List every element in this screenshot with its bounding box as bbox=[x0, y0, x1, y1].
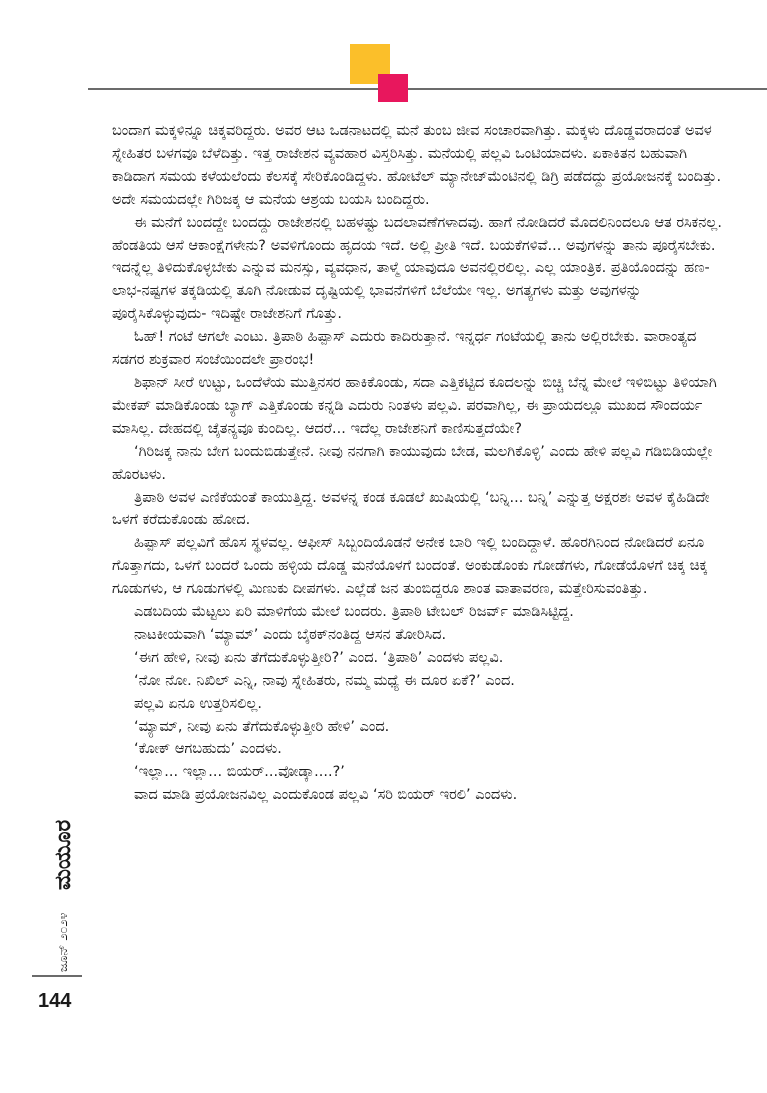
paragraph-10: ‘ಈಗ ಹೇಳಿ, ನೀವು ಏನು ತೆಗೆದುಕೊಳ್ಳುತ್ತೀರಿ?’ ಎಂದ. ‘ತ್ರಿಪಾಠಿ’ ಎಂದಳು ಪಲ್ಲವಿ. bbox=[134, 649, 504, 666]
paragraph-1: ಬಂದಾಗ ಮಕ್ಕಳಿನ್ನೂ ಚಿಕ್ಕವರಿದ್ದರು. ಅವರ ಆಟ ಒಡನಾಟದಲ್ಲಿ ಮನೆ ತುಂಬ ಜೀವ ಸಂಚಾರವಾಗಿತ್ತು. ಮಕ್ಕಳು ದೊಡ್ಡವರಾದಂತೆ ಅವಳ ಸ್ನೇಹಿತರ ಬಳಗವೂ ಬೆಳೆದಿತ್ತು. ಇತ್ತ ರಾಜೇಶನ ವ್ಯವಹಾರ ವಿಸ್ತರಿಸಿತ್ತು. ಮನೆಯಲ್ಲಿ ಪಲ್ಲವಿ ಒಂಟಿಯಾದಳು. ಏಕಾಕಿತನ ಬಹುವಾಗಿ ಕಾಡಿದಾಗ ಸಮಯ ಕಳೆಯಲೆಂದು ಕೆಲಸಕ್ಕೆ ಸೇರಿಕೊಂಡಿದ್ದಳು. ಹೋಟೆಲ್ ಮ್ಯಾನೇಜ್‌ಮೆಂಟಿನಲ್ಲಿ ಡಿಗ್ರಿ ಪಡೆದದ್ದು ಪ್ರಯೋಜನಕ್ಕೆ ಬಂದಿತ್ತು. ಅದೇ ಸಮಯದಲ್ಲೇ ಗಿರಿಜಕ್ಕ ಆ ಮನೆಯ ಆಶ್ರಯ ಬಯಸಿ ಬಂದಿದ್ದರು. bbox=[112, 123, 722, 208]
paragraph-4: ಶಿಫಾನ್ ಸೀರೆ ಉಟ್ಟು, ಒಂದೆಳೆಯ ಮುತ್ತಿನಸರ ಹಾಕಿಕೊಂಡು, ಸದಾ ಎತ್ತಿಕಟ್ಟಿದ ಕೂದಲನ್ನು ಬಿಚ್ಚಿ ಬೆನ್ನ ಮೇಲೆ ಇಳಿಬಿಟ್ಟು ತಿಳಿಯಾಗಿ ಮೇಕಪ್ ಮಾಡಿಕೊಂಡು ಬ್ಯಾಗ್ ಎತ್ತಿಕೊಂಡು ಕನ್ನಡಿ ಎದುರು ನಿಂತಳು ಪಲ್ಲವಿ. ಪರವಾಗಿಲ್ಲ, ಈ ಪ್ರಾಯದಲ್ಲೂ ಮುಖದ ಸೌಂದರ್ಯ ಮಾಸಿಲ್ಲ. ದೇಹದಲ್ಲಿ ಚೈತನ್ಯವೂ ಕುಂದಿಲ್ಲ. ಆದರೆ... ಇದೆಲ್ಲ ರಾಜೇಶನಿಗೆ ಕಾಣಿಸುತ್ತದೆಯೇ? bbox=[112, 374, 717, 437]
paragraph-2: ಈ ಮನೆಗೆ ಬಂದದ್ದೇ ಬಂದದ್ದು ರಾಜೇಶನಲ್ಲಿ ಬಹಳಷ್ಟು ಬದಲಾವಣೆಗಳಾದವು. ಹಾಗೆ ನೋಡಿದರೆ ಮೊದಲಿನಿಂದಲೂ ಆತ ರಸಿಕನಲ್ಲ. ಹೆಂಡತಿಯ ಆಸೆ ಆಕಾಂಕ್ಷೆಗಳೇನು? ಅವಳಿಗೊಂದು ಹೃದಯ ಇದೆ. ಅಲ್ಲಿ ಪ್ರೀತಿ ಇದೆ. ಬಯಕೆಗಳಿವೆ... ಅವುಗಳನ್ನು ತಾನು ಪೂರೈಸಬೇಕು. ಇದನ್ನೆಲ್ಲ ತಿಳಿದುಕೊಳ್ಳಬೇಕು ಎನ್ನುವ ಮನಸ್ಸು, ವ್ಯವಧಾನ, ತಾಳ್ಮೆ ಯಾವುದೂ ಅವನಲ್ಲಿರಲಿಲ್ಲ. ಎಲ್ಲ ಯಾಂತ್ರಿಕ. ಪ್ರತಿಯೊಂದನ್ನು ಹಣ-ಲಾಭ-ನಷ್ಟಗಳ ತಕ್ಕಡಿಯಲ್ಲಿ ತೂಗಿ ನೋಡುವ ದೃಷ್ಟಿಯಲ್ಲಿ ಭಾವನೆಗಳಿಗೆ ಬೆಲೆಯೇ ಇಲ್ಲ. ಅಗತ್ಯಗಳು ಮತ್ತು ಅವುಗಳನ್ನು ಪೂರೈಸಿಕೊಳ್ಳುವುದು- ಇದಿಷ್ಟೇ ರಾಜೇಶನಿಗೆ ಗೊತ್ತು. bbox=[112, 214, 722, 323]
paragraph-7: ಹಿಪ್ಪಾಸ್ ಪಲ್ಲವಿಗೆ ಹೊಸ ಸ್ಥಳವಲ್ಲ. ಆಫೀಸ್ ಸಿಬ್ಬಂದಿಯೊಡನೆ ಅನೇಕ ಬಾರಿ ಇಲ್ಲಿ ಬಂದಿದ್ದಾಳೆ. ಹೊರಗಿನಿಂದ ನೋಡಿದರೆ ಏನೂ ಗೊತ್ತಾಗದು, ಒಳಗೆ ಬಂದರೆ ಒಂದು ಹಳ್ಳಿಯ ದೊಡ್ಡ ಮನೆಯೊಳಗೆ ಬಂದಂತೆ. ಅಂಕುಡೊಂಕು ಗೋಡೆಗಳು, ಗೋಡೆಯೊಳಗೆ ಚಿಕ್ಕ ಚಿಕ್ಕ ಗೂಡುಗಳು, ಆ ಗೂಡುಗಳಲ್ಲಿ ಮಿಣುಕು ದೀಪಗಳು. ಎಲ್ಲೆಡೆ ಜನ ತುಂಬಿದ್ದರೂ ಶಾಂತ ವಾತಾವರಣ, ಮತ್ತೇರಿಸುವಂತಿತ್ತು. bbox=[112, 535, 708, 598]
magazine-sidebar bbox=[50, 819, 80, 972]
paragraph-11: ‘ನೋ ನೋ. ನಿಖಿಲ್ ಎನ್ನಿ, ನಾವು ಸ್ನೇಹಿತರು, ನಮ್ಮ ಮಧ್ಯೆ ಈ ದೂರ ಏಕೆ?’ ಎಂದ. bbox=[134, 672, 515, 689]
header-rule bbox=[88, 88, 767, 90]
story-text bbox=[112, 120, 722, 807]
footer-rule bbox=[32, 975, 82, 977]
magazine-brand: ಮಯೂರ bbox=[51, 819, 76, 890]
paragraph-13: ‘ಮ್ಯಾಮ್, ನೀವು ಏನು ತೆಗೆದುಕೊಳ್ಳುತ್ತೀರಿ ಹೇಳಿ’ ಎಂದ. bbox=[134, 718, 390, 735]
issue-date: ಜೂನ್ ೨೦೨೪ bbox=[55, 912, 70, 972]
paragraph-15: ‘ಇಲ್ಲಾ... ಇಲ್ಲಾ... ಬಿಯರ್...ವೋಡ್ಕಾ....?’ bbox=[134, 764, 345, 781]
page-number: 144 bbox=[38, 990, 72, 1012]
paragraph-3: ಓಹ್! ಗಂಟೆ ಆಗಲೇ ಎಂಟು. ತ್ರಿಪಾಠಿ ಹಿಪ್ಪಾಸ್ ಎದುರು ಕಾದಿರುತ್ತಾನೆ. ಇನ್ನರ್ಧ ಗಂಟೆಯಲ್ಲಿ ತಾನು ಅಲ್ಲಿರಬೇಕು. ವಾರಾಂತ್ಯದ ಸಡಗರ ಶುಕ್ರವಾರ ಸಂಜೆಯಿಂದಲೇ ಪ್ರಾರಂಭ! bbox=[112, 329, 697, 369]
paragraph-16: ವಾದ ಮಾಡಿ ಪ್ರಯೋಜನವಿಲ್ಲ ಎಂದುಕೊಂಡ ಪಲ್ಲವಿ ‘ಸರಿ ಬಿಯರ್ ಇರಲಿ’ ಎಂದಳು. bbox=[134, 787, 518, 804]
pink-accent-square bbox=[378, 74, 408, 102]
paragraph-14: ‘ಕೋಕ್ ಆಗಬಹುದು’ ಎಂದಳು. bbox=[134, 741, 282, 758]
paragraph-5: ‘ಗಿರಿಜಕ್ಕ ನಾನು ಬೇಗ ಬಂದುಬಿಡುತ್ತೇನೆ. ನೀವು ನನಗಾಗಿ ಕಾಯುವುದು ಬೇಡ, ಮಲಗಿಕೊಳ್ಳಿ’ ಎಂದು ಹೇಳಿ ಪಲ್ಲವಿ ಗಡಿಬಿಡಿಯಲ್ಲೇ ಹೊರಟಳು. bbox=[112, 443, 713, 483]
paragraph-12: ಪಲ್ಲವಿ ಏನೂ ಉತ್ತರಿಸಲಿಲ್ಲ. bbox=[134, 695, 263, 712]
paragraph-6: ತ್ರಿಪಾಠಿ ಅವಳ ಎಣಿಕೆಯಂತೆ ಕಾಯುತ್ತಿದ್ದ. ಅವಳನ್ನ ಕಂಡ ಕೂಡಲೆ ಖುಷಿಯಲ್ಲಿ ‘ಬನ್ನಿ... ಬನ್ನಿ’ ಎನ್ನುತ್ತ ಅಕ್ಷರಶಃ ಅವಳ ಕೈಹಿಡಿದೇ ಒಳಗೆ ಕರೆದುಕೊಂಡು ಹೋದ. bbox=[112, 489, 710, 529]
paragraph-8: ಎಡಬದಿಯ ಮೆಟ್ಟಲು ಏರಿ ಮಾಳಿಗೆಯ ಮೇಲೆ ಬಂದರು. ತ್ರಿಪಾಠಿ ಟೇಬಲ್ ರಿಜರ್ವ್ ಮಾಡಿಸಿಟ್ಟಿದ್ದ. bbox=[134, 604, 574, 621]
paragraph-9: ನಾಟಕೀಯವಾಗಿ ‘ಮ್ಯಾಮ್’ ಎಂದು ಬೈಠಕ್‌ನಂತಿದ್ದ ಆಸನ ತೋರಿಸಿದ. bbox=[134, 626, 447, 643]
